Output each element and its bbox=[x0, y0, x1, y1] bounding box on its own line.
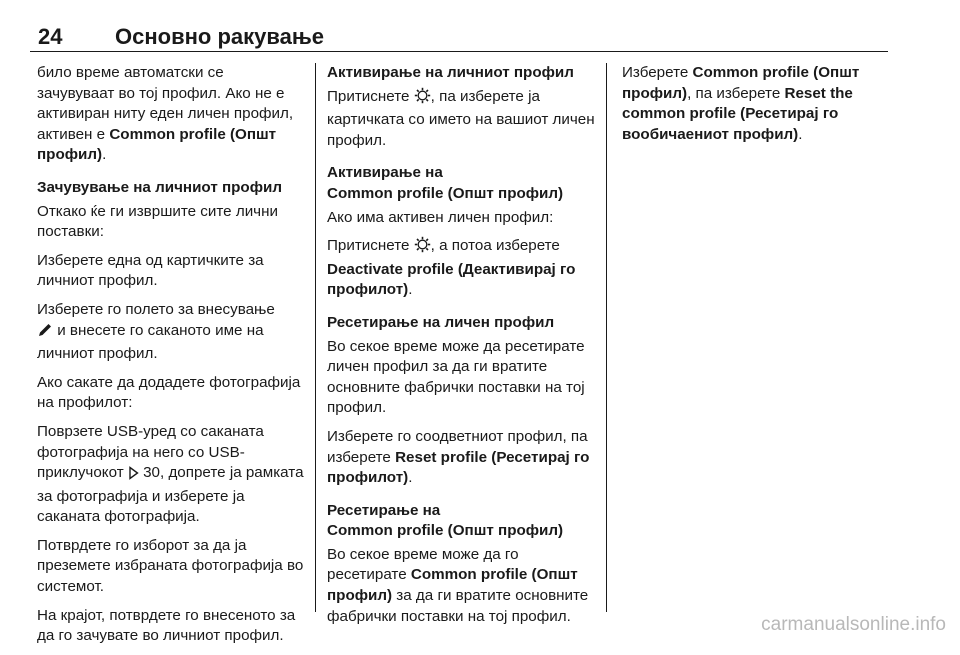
page-number: 24 bbox=[38, 24, 63, 49]
settings-icon bbox=[414, 236, 431, 260]
watermark: carmanualsonline.info bbox=[761, 614, 946, 635]
paragraph: Изберете една од картичките за личниот профил. bbox=[37, 251, 264, 290]
paragraph: На крајот, потврдете го внесеното за да го зачувате во личниот профил. bbox=[37, 606, 296, 645]
subheading: Активирање на Common profile (Општ профил) bbox=[327, 164, 564, 202]
header-rule bbox=[30, 51, 888, 52]
paragraph: Поврзете USB-уред со саканата фотографија на него со USB-приклучокот 30, допрете ја рамката за фотографија и изберете ја саканата фотографија. bbox=[37, 422, 304, 526]
paragraph: Изберете го соодветниот профил, па изберете Reset profile (Ресетирај го профилот). bbox=[327, 427, 590, 487]
paragraph: Во секое време може да го ресетирате Common profile (Општ профил) за да ги вратите основните фабрички поставки на тој профил. bbox=[327, 545, 589, 625]
settings-icon bbox=[414, 87, 431, 111]
subheading: Зачувување на личниот профил bbox=[37, 178, 282, 196]
paragraph: било време автоматски се зачувуваат во тој профил. Ако не е активиран ниту еден личен профил, активен е Common profile (Општ профил). bbox=[37, 64, 294, 164]
subheading: Активирање на личниот профил bbox=[327, 64, 574, 81]
page-header bbox=[30, 20, 890, 50]
paragraph: Ако сакате да додадете фотографија на профилот: bbox=[37, 373, 301, 412]
subheading: Ресетирање на личен профил bbox=[327, 313, 555, 331]
column-divider bbox=[315, 63, 316, 612]
column-3 bbox=[622, 63, 884, 153]
paragraph: Ако има активен личен профил: bbox=[327, 208, 554, 226]
paragraph: Притиснете , па изберете ја картичката со името на вашиот личен профил. bbox=[327, 87, 595, 149]
page-reference-arrow-icon bbox=[128, 466, 139, 487]
paragraph: Изберете Common profile (Општ профил), па изберете Reset the common profile (Ресетирај го вообичаениот профил). bbox=[622, 64, 860, 143]
pencil-icon bbox=[37, 322, 53, 345]
paragraph: Откако ќе ги извршите сите лични поставки: bbox=[37, 202, 278, 241]
section-title: Основно ракување bbox=[115, 24, 324, 49]
column-1 bbox=[37, 63, 305, 655]
paragraph: Во секое време може да ресетирате личен профил за да ги вратите основните фабрички поставки на тој профил. bbox=[327, 337, 585, 417]
paragraph: Притиснете , а потоа изберете Deactivate profile (Деактивирај го профилот). bbox=[327, 237, 576, 299]
paragraph: Потврдете го изборот за да ја преземете избраната фотографија во системот. bbox=[37, 536, 304, 596]
subheading: Ресетирање на Common profile (Општ профил) bbox=[327, 501, 564, 540]
column-2 bbox=[327, 63, 595, 635]
paragraph: Изберете го полето за внесување и внесете го саканото име на личниот профил. bbox=[37, 300, 275, 363]
column-divider bbox=[606, 63, 607, 612]
